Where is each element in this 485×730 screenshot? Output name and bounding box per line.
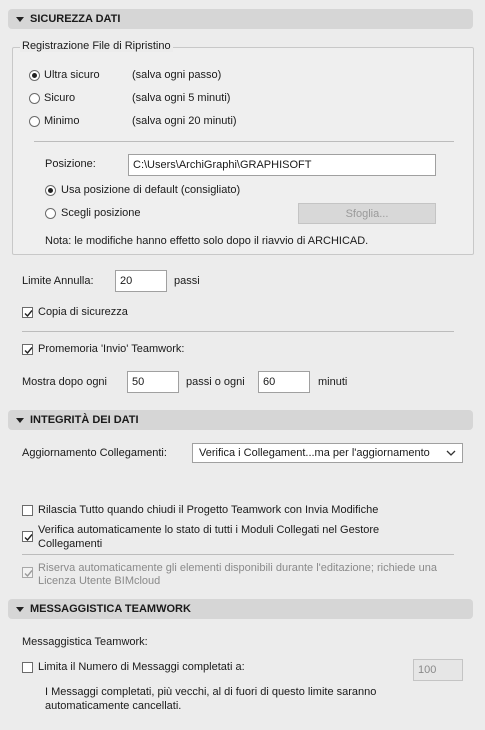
backup-checkbox[interactable] xyxy=(22,307,33,318)
auto-check-label-line1: Verifica automaticamente lo stato di tutti i Moduli Collegati nel Gestore xyxy=(38,524,380,536)
section-title: SICUREZZA DATI xyxy=(30,13,121,25)
teamwork-reminder-label: Promemoria 'Invio' Teamwork: xyxy=(38,343,185,355)
radio-label-choose-position: Scegli posizione xyxy=(61,207,141,219)
chevron-down-icon xyxy=(446,449,456,457)
radio-desc-ultra-sicuro: (salva ogni passo) xyxy=(132,69,222,81)
show-after-minutes-field[interactable]: 60 xyxy=(258,371,310,393)
radio-label-sicuro: Sicuro xyxy=(44,92,76,104)
teamwork-reminder-checkbox[interactable] xyxy=(22,344,33,355)
links-update-label: Aggiornamento Collegamenti: xyxy=(22,447,167,459)
radio-desc-minimo: (salva ogni 20 minuti) xyxy=(132,115,237,127)
messaging-label: Messaggistica Teamwork: xyxy=(22,636,148,648)
links-update-select[interactable] xyxy=(192,443,463,463)
section-title: MESSAGGISTICA TEAMWORK xyxy=(30,603,191,615)
section-header-sicurezza-dati[interactable] xyxy=(8,9,473,29)
limit-messages-field[interactable]: 100 xyxy=(413,659,463,681)
collapse-triangle-icon xyxy=(16,607,24,612)
radio-label-minimo: Minimo xyxy=(44,115,80,127)
show-after-steps-field[interactable]: 50 xyxy=(127,371,179,393)
show-after-unit: minuti xyxy=(318,376,348,388)
radio-choose-position[interactable] xyxy=(45,208,56,219)
browse-button[interactable]: Sfoglia... xyxy=(298,203,436,224)
checkmark-icon xyxy=(23,345,34,356)
section-header-integrita-dati[interactable] xyxy=(8,410,473,430)
undo-limit-unit: passi xyxy=(174,275,200,287)
auto-reserve-label-line2: Licenza Utente BIMcloud xyxy=(38,575,161,587)
backup-label: Copia di sicurezza xyxy=(38,306,128,318)
radio-label-ultra-sicuro: Ultra sicuro xyxy=(44,69,100,81)
undo-limit-field[interactable]: 20 xyxy=(115,270,167,292)
separator xyxy=(34,141,454,142)
separator xyxy=(22,331,454,332)
show-after-label: Mostra dopo ogni xyxy=(22,376,107,388)
limit-messages-label: Limita il Numero di Messaggi completati a: xyxy=(38,661,245,673)
auto-check-label-line2: Collegamenti xyxy=(38,538,103,550)
radio-sicuro[interactable] xyxy=(29,93,40,104)
auto-check-checkbox[interactable] xyxy=(22,531,33,542)
links-update-value: Verifica i Collegament...ma per l'aggiornamento xyxy=(199,447,430,459)
release-all-label: Rilascia Tutto quando chiudi il Progetto Teamwork con Invia Modifiche xyxy=(38,504,379,516)
separator xyxy=(22,554,454,555)
section-header-messaggistica-teamwork[interactable] xyxy=(8,599,473,619)
recovery-note: Nota: le modifiche hanno effetto solo dopo il riavvio di ARCHICAD. xyxy=(45,235,369,247)
collapse-triangle-icon xyxy=(16,418,24,423)
auto-reserve-label-line1: Riserva automaticamente gli elementi disponibili durante l'editazione; richiede una xyxy=(38,562,437,574)
position-field[interactable]: C:\Users\ArchiGraphi\GRAPHISOFT xyxy=(128,154,436,176)
radio-label-default-position: Usa posizione di default (consigliato) xyxy=(61,184,241,196)
collapse-triangle-icon xyxy=(16,17,24,22)
auto-reserve-checkbox[interactable] xyxy=(22,567,33,578)
checkmark-icon xyxy=(23,532,34,543)
section-title: INTEGRITÀ DEI DATI xyxy=(30,414,139,426)
messaging-info-line2: automaticamente cancellati. xyxy=(45,700,182,712)
checkmark-icon xyxy=(23,568,34,579)
radio-default-position[interactable] xyxy=(45,185,56,196)
recovery-group-title: Registrazione File di Ripristino xyxy=(22,40,171,52)
checkmark-icon xyxy=(23,308,34,319)
radio-ultra-sicuro[interactable] xyxy=(29,70,40,81)
undo-limit-label: Limite Annulla: xyxy=(22,275,94,287)
position-label: Posizione: xyxy=(45,158,96,170)
messaging-info-line1: I Messaggi completati, più vecchi, al di fuori di questo limite saranno xyxy=(45,686,377,698)
radio-desc-sicuro: (salva ogni 5 minuti) xyxy=(132,92,231,104)
radio-minimo[interactable] xyxy=(29,116,40,127)
release-all-checkbox[interactable] xyxy=(22,505,33,516)
show-after-middle: passi o ogni xyxy=(186,376,245,388)
limit-messages-checkbox[interactable] xyxy=(22,662,33,673)
